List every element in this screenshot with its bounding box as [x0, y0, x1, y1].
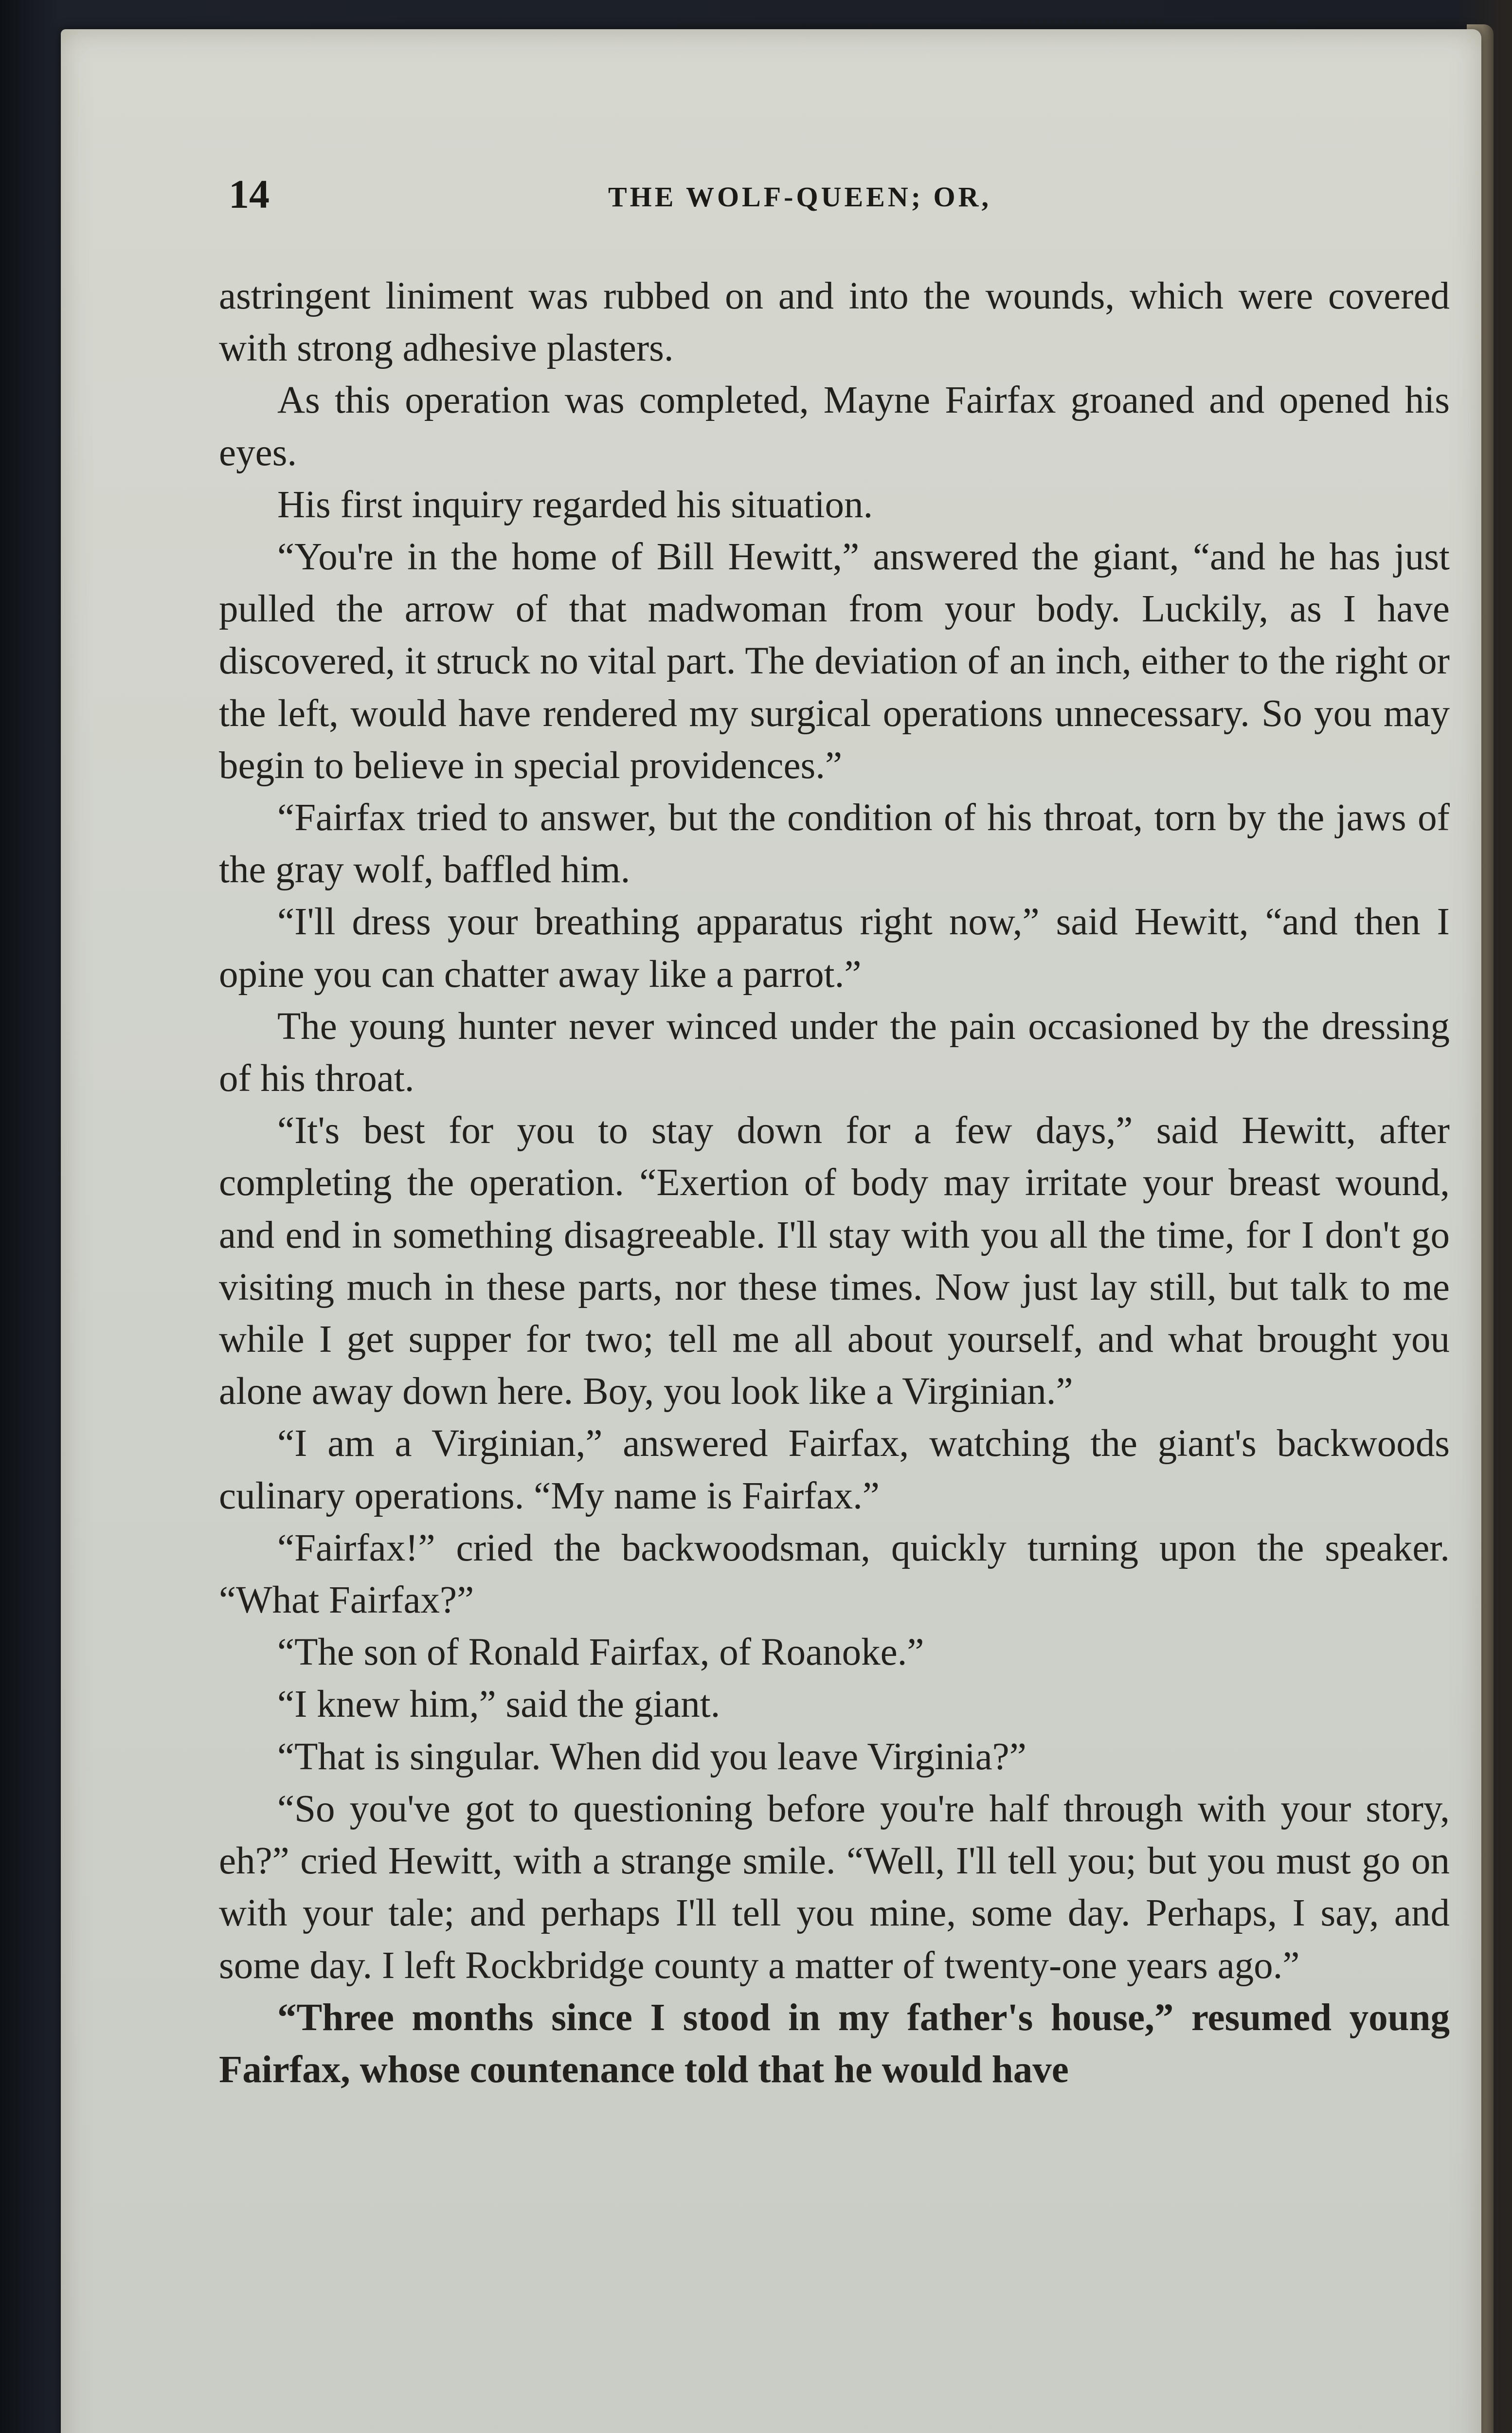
paragraph: “The son of Ronald Fairfax, of Roanoke.”	[277, 1631, 924, 1674]
paragraph: “That is singular. When did you leave Virginia?”	[277, 1735, 1026, 1778]
paragraph: His first inquiry regarded his situation.	[277, 483, 873, 526]
paragraph: astringent liniment was rubbed on and into the wounds, which were covered with strong adhesive plasters.	[219, 275, 1450, 370]
paragraph: “I'll dress your breathing apparatus right now,” said Hewitt, “and then I opine you can chatter away like a parrot.”	[219, 901, 1450, 996]
paragraph: “Three months since I stood in my father's house,” resumed young Fairfax, whose countenance told that he would have	[219, 1996, 1450, 2091]
page-header	[229, 165, 1445, 229]
running-title: THE WOLF-QUEEN; OR,	[608, 181, 992, 213]
body-text	[219, 270, 1450, 2096]
paragraph: “So you've got to questioning before you're half through with your story, eh?” cried Hewitt, with a strange smile. “Well, I'll tell you; but you must go on with your tale; and perhaps I'll tell you mine, some day. Perhaps, I say, and some day. I left Rockbridge county a matter of twenty-one years ago.”	[219, 1787, 1450, 1987]
paragraph: “I knew him,” said the giant.	[277, 1683, 720, 1726]
paragraph: “It's best for you to stay down for a few days,” said Hewitt, after completing the operation. “Exertion of body may irritate your breast wound, and end in something disagreeable. I'll stay with you all the time, for I don't go visiting much in these parts, nor these times. Now just lay still, but talk to me while I get supper for two; tell me all about yourself, and what brought you alone away down here. Boy, you look like a Virginian.”	[219, 1109, 1450, 1413]
paragraph: “You're in the home of Bill Hewitt,” answered the giant, “and he has just pulled the arrow of that madwoman from your body. Luckily, as I have discovered, it struck no vital part. The deviation of an inch, either to the right or the left, would have rendered my surgical operations unnecessary. So you may begin to believe in special providences.”	[219, 536, 1450, 787]
page-number: 14	[229, 172, 270, 217]
paragraph: As this operation was completed, Mayne Fairfax groaned and opened his eyes.	[219, 379, 1450, 474]
paragraph: “Fairfax!” cried the backwoodsman, quickly turning upon the speaker. “What Fairfax?”	[219, 1526, 1450, 1622]
paragraph: “I am a Virginian,” answered Fairfax, watching the giant's backwoods culinary operations. “My name is Fairfax.”	[219, 1422, 1450, 1517]
paragraph: “Fairfax tried to answer, but the condition of his throat, torn by the jaws of the gray wolf, baffled him.	[219, 797, 1450, 891]
paragraph: The young hunter never winced under the pain occasioned by the dressing of his throat.	[219, 1005, 1450, 1100]
